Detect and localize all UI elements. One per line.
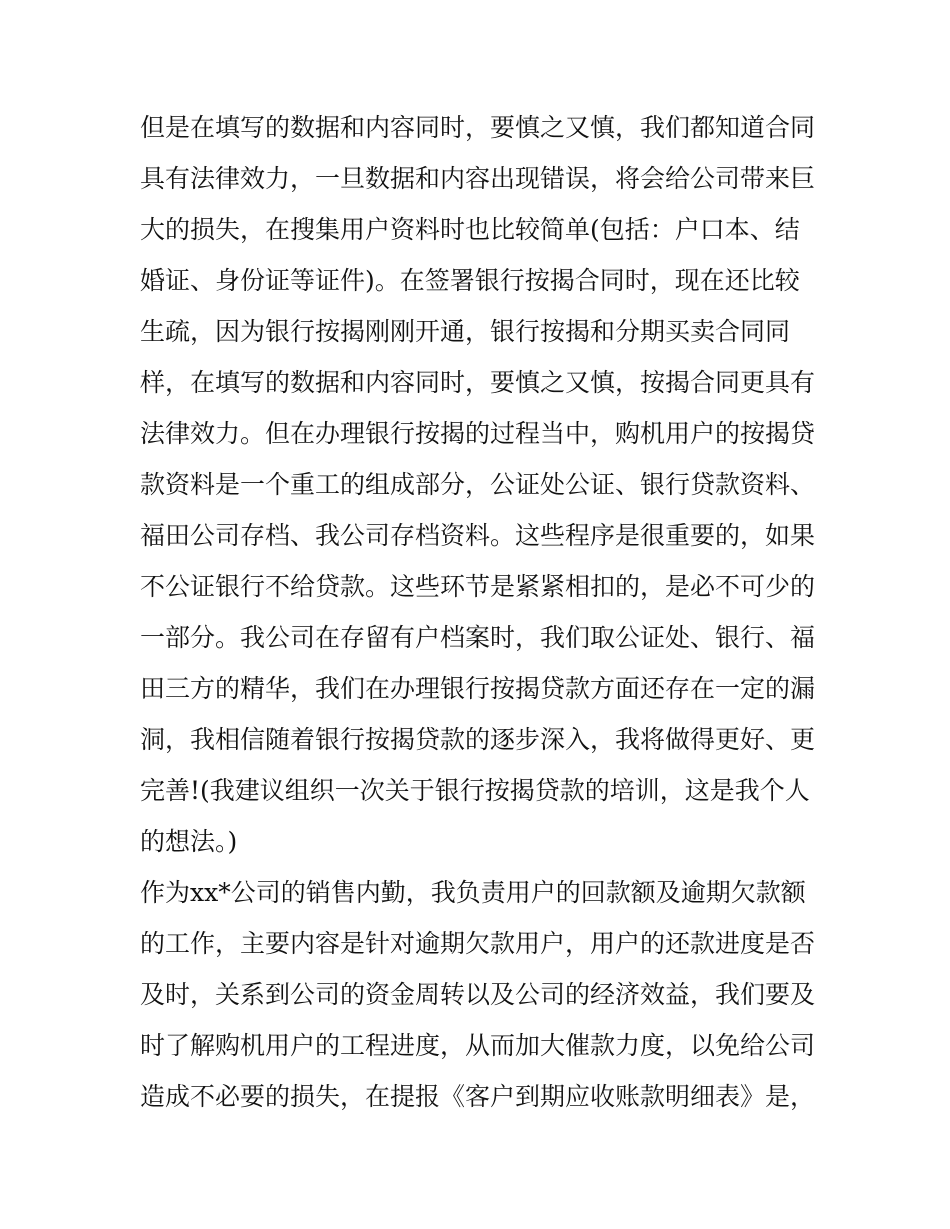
text-line: 完善!(我建议组织一次关于银行按揭贷款的培训，这是我个人 (140, 776, 810, 805)
text-line: 生疏，因为银行按揭刚刚开通，银行按揭和分期买卖合同同 (140, 317, 791, 346)
text-line: 时了解购机用户的工程进度，从而加大催款力度，以免给公司 (140, 1031, 816, 1060)
text-line: 的想法。) (140, 827, 238, 856)
text-line: 的工作，主要内容是针对逾期欠款用户，用户的还款进度是否 (140, 929, 816, 958)
text-line: 样，在填写的数据和内容同时，要慎之又慎，按揭合同更具有 (140, 368, 816, 397)
text-line: 法律效力。但在办理银行按揭的过程当中，购机用户的按揭贷 (140, 419, 816, 448)
text-line: 具有法律效力，一旦数据和内容出现错误，将会给公司带来巨 (140, 164, 816, 193)
text-line: 大的损失，在搜集用户资料时也比较简单(包括：户口本、结 (140, 215, 800, 244)
text-line: 作为xx*公司的销售内勤，我负责用户的回款额及逾期欠款额 (140, 878, 806, 907)
body-text (140, 102, 840, 1122)
text-line: 款资料是一个重工的组成部分，公证处公证、银行贷款资料、 (140, 470, 816, 499)
text-line: 造成不必要的损失，在提报《客户到期应收账款明细表》是， (140, 1082, 816, 1111)
text-line: 洞，我相信随着银行按揭贷款的逐步深入，我将做得更好、更 (140, 725, 816, 754)
text-line: 及时，关系到公司的资金周转以及公司的经济效益，我们要及 (140, 980, 816, 1009)
text-line: 一部分。我公司在存留有户档案时，我们取公证处、银行、福 (140, 623, 816, 652)
text-line: 婚证、身份证等证件)。在签署银行按揭合同时，现在还比较 (140, 266, 800, 295)
text-line: 但是在填写的数据和内容同时，要慎之又慎，我们都知道合同 (140, 113, 816, 142)
text-line: 不公证银行不给贷款。这些环节是紧紧相扣的，是必不可少的 (140, 572, 816, 601)
text-line: 田三方的精华，我们在办理银行按揭贷款方面还存在一定的漏 (140, 674, 816, 703)
text-line: 福田公司存档、我公司存档资料。这些程序是很重要的，如果 (140, 521, 816, 550)
